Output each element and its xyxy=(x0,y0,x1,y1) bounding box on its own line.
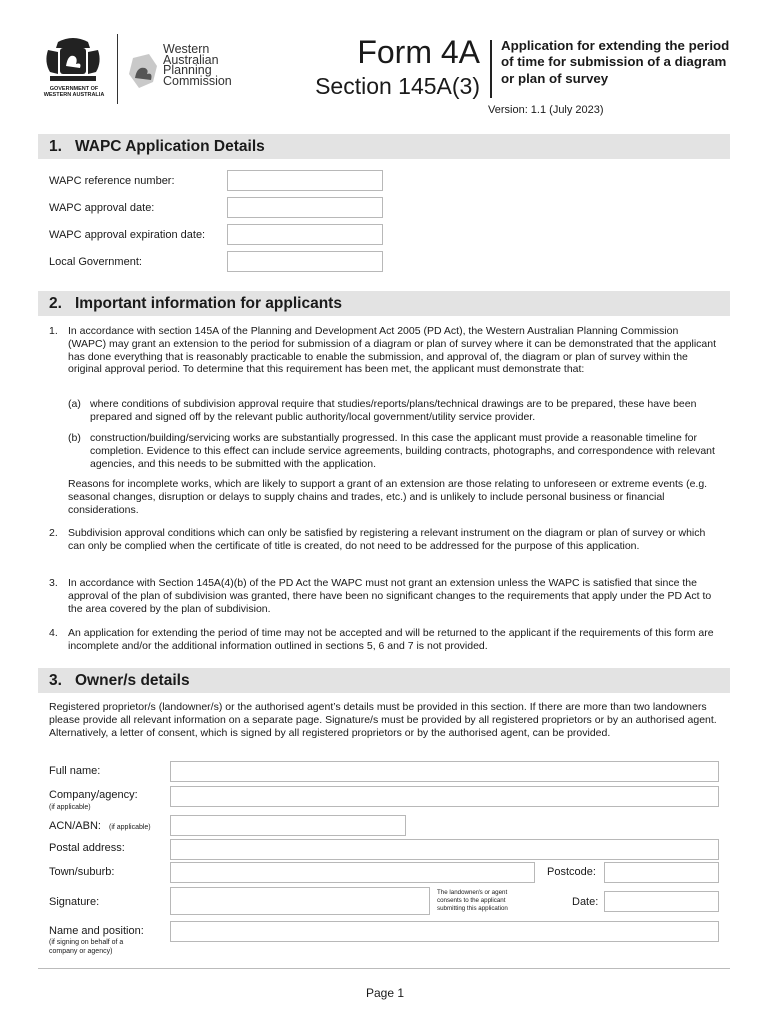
info-item-4: An application for extending the period of time may not be accepted and will be returned to the applicant if the requirements of this form are incomplete and/or the additional information outlined in sections 5, 6 and 7 is not provided. xyxy=(68,627,714,652)
list-number: 1. xyxy=(49,325,58,337)
date-input[interactable] xyxy=(604,891,719,912)
version-label: Version: 1.1 (July 2023) xyxy=(488,104,604,116)
company-input[interactable] xyxy=(170,786,719,807)
agency-name-line: Commission xyxy=(163,73,232,88)
info-item-1a: where conditions of subdivision approval require that studies/reports/plans/technical drawings are to be prepared, these have been prepared and signed off by the relevant public authority/local government/utility service provider. xyxy=(90,398,697,423)
application-title: Application for extending the period of time for submission of a diagram or plan of survey xyxy=(501,38,730,86)
section-number: 1. xyxy=(49,138,62,155)
company-note: (if applicable) xyxy=(49,804,91,811)
postal-address-label: Postal address: xyxy=(49,842,125,854)
wapc-reference-input[interactable] xyxy=(227,170,383,191)
name-position-label: Name and position: xyxy=(49,925,144,937)
agency-name-line: Australian xyxy=(163,52,219,67)
wapc-approval-date-input[interactable] xyxy=(227,197,383,218)
wapc-approval-date-label: WAPC approval date: xyxy=(49,202,155,214)
postal-address-input[interactable] xyxy=(170,839,719,860)
wapc-expiration-date-label: WAPC approval expiration date: xyxy=(49,229,206,241)
section-title: Important information for applicants xyxy=(75,295,342,312)
info-item-1: In accordance with section 145A of the Planning and Development Act 2005 (PD Act), the Western Australian Planning Commission (WAPC) may grant an extension to the period for submission of a diagram or plan of survey where it can be demonstrated that the applicant has done everything that is reasonably practicable to enable the submission, and approval of, the diagram or plan of survey within the original approval period. To determine that this requirement has been met, the applicant must demonstrate that: xyxy=(68,325,717,376)
section-1-header xyxy=(38,134,730,159)
info-item-1b: construction/building/servicing works are substantially progressed. In this case the applicant must provide a reasonable timeline for completion. Evidence to this effect can include service agreements, building contracts, photographs, and correspondence with relevant agencies, and this needs to be submitted with the application. xyxy=(90,432,715,470)
town-input[interactable] xyxy=(170,862,535,883)
info-item-1-reasons: Reasons for incomplete works, which are likely to support a grant of an extension are those relating to unforeseen or extreme events (e.g. seasonal changes, disruption or delays to supply chains and trades, etc.) and is unlikely to include personal business or financial considerations. xyxy=(68,478,708,516)
full-name-label: Full name: xyxy=(49,765,101,777)
list-number: 2. xyxy=(49,527,58,539)
full-name-input[interactable] xyxy=(170,761,719,782)
date-label: Date: xyxy=(572,896,599,908)
footer-divider xyxy=(38,968,730,969)
acn-input[interactable] xyxy=(170,815,406,836)
section-2-header xyxy=(38,291,730,316)
postcode-input[interactable] xyxy=(604,862,719,883)
sub-item-label: (a) xyxy=(68,398,81,410)
company-label: Company/agency: xyxy=(49,789,138,801)
section-3-header xyxy=(38,668,730,693)
postcode-label: Postcode: xyxy=(547,866,596,878)
list-number: 3. xyxy=(49,577,58,589)
header-divider xyxy=(117,34,118,104)
acn-label: ACN/ABN: xyxy=(49,820,101,832)
list-number: 4. xyxy=(49,627,58,639)
government-label: GOVERNMENT OF WESTERN AUSTRALIA xyxy=(43,86,105,98)
agency-name-line: Western xyxy=(163,42,210,56)
local-government-label: Local Government: xyxy=(49,256,142,268)
section-number: 2. xyxy=(49,295,62,312)
name-position-note: (if signing on behalf of a company or agency) xyxy=(49,939,124,955)
consent-note: The landowner/s or agent consents to the applicant submitting this application xyxy=(437,889,508,912)
name-position-input[interactable] xyxy=(170,921,719,942)
section-title: WAPC Application Details xyxy=(75,138,265,155)
page-number: Page 1 xyxy=(365,986,405,1000)
signature-input[interactable] xyxy=(170,887,430,915)
swan-logo xyxy=(127,52,161,92)
wapc-reference-label: WAPC reference number: xyxy=(49,175,175,187)
town-label: Town/suburb: xyxy=(49,866,115,878)
owner-details-intro: Registered proprietor/s (landowner/s) or the authorised agent’s details must be provided in this section. If there are more than two landowners please provide all relevant information on a separate page. Signature/s must be provided by all registered proprietors or by an authorised agent. Alternatively, a letter of consent, which is signed by all registered proprietors or by the authorised agent, can be provided. xyxy=(49,701,717,739)
form-section: Section 145A(3) xyxy=(315,73,480,99)
info-item-2: Subdivision approval conditions which can only be satisfied by registering a relevant instrument on the diagram or plan of survey or which can only be complied when the certificate of title is created, do not need to be addressed for the purpose of this application. xyxy=(68,527,706,552)
agency-name xyxy=(163,44,232,86)
acn-note: (if applicable) xyxy=(109,824,151,831)
wapc-expiration-date-input[interactable] xyxy=(227,224,383,245)
section-number: 3. xyxy=(49,672,62,689)
info-item-3: In accordance with Section 145A(4)(b) of the PD Act the WAPC must not grant an extension unless the WAPC is satisfied that since the approval of the plan of subdivision was granted, there have been no significant changes to the requirements that apply under the PD Act to the area covered by the plan of subdivision. xyxy=(68,577,712,615)
title-divider xyxy=(490,40,492,98)
agency-name-line: Planning xyxy=(163,63,212,77)
signature-label: Signature: xyxy=(49,896,100,908)
local-government-input[interactable] xyxy=(227,251,383,272)
form-title: Form 4A xyxy=(357,34,480,70)
section-title: Owner/s details xyxy=(75,672,190,689)
sub-item-label: (b) xyxy=(68,432,81,444)
